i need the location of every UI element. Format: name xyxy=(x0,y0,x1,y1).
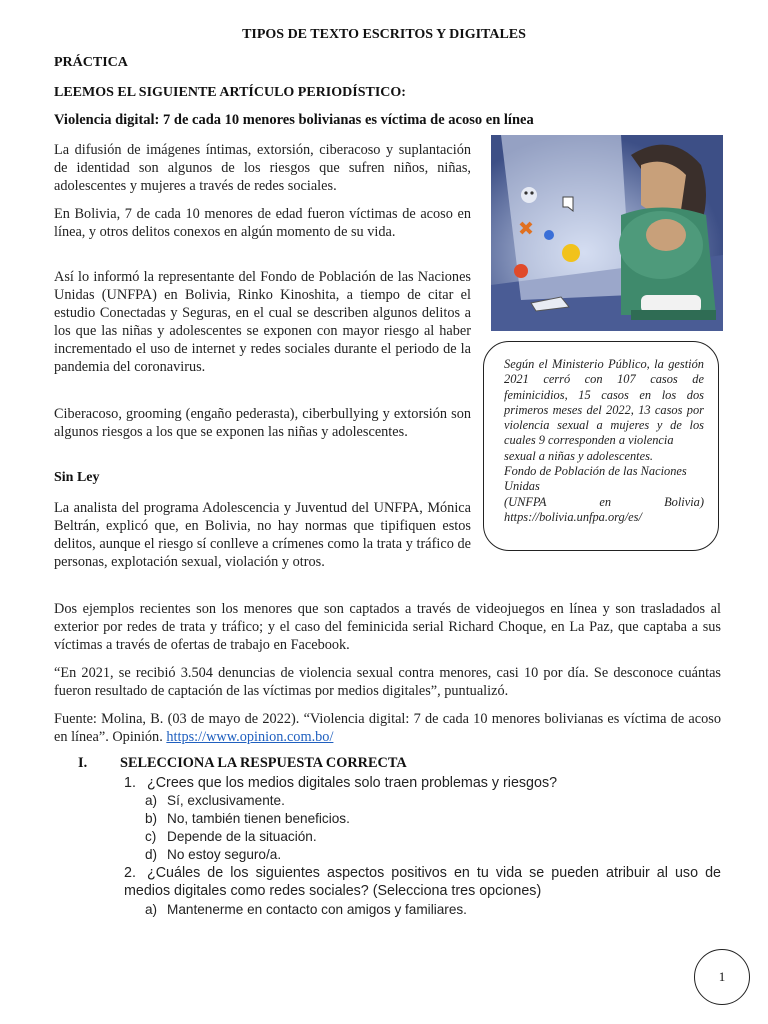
question-2 xyxy=(124,864,721,900)
question-1-option-d[interactable]: d) No estoy seguro/a. xyxy=(145,847,282,862)
callout-line-3: Fondo de Población de las Naciones Unidas xyxy=(504,464,687,494)
question-1 xyxy=(124,774,557,792)
practice-heading: PRÁCTICA xyxy=(54,55,128,70)
document-title: TIPOS DE TEXTO ESCRITOS Y DIGITALES xyxy=(242,27,526,42)
source-text: Fuente: Molina, B. (03 de mayo de 2022). “Violencia digital: 7 de cada 10 menores bolivianas es víctima de acoso en línea”. Opinión. xyxy=(54,711,721,745)
callout-line-4a: (UNFPA xyxy=(504,494,547,509)
callout-line-4b: en xyxy=(599,494,612,509)
sad-girl-illustration xyxy=(491,135,723,331)
article-subheading: Sin Ley xyxy=(54,470,100,485)
article-illustration xyxy=(491,135,723,331)
section-number: I. xyxy=(78,755,88,771)
question-2-number: 2. xyxy=(124,865,136,881)
article-paragraph-7: “En 2021, se recibió 3.504 denuncias de violencia sexual contra menores, casi 10 por día. Se desconoce cuántas fueron resultado de captación de las víctimas por medios digitales”, puntualizó. xyxy=(54,665,721,699)
article-source xyxy=(54,710,721,746)
read-heading: LEEMOS EL SIGUIENTE ARTÍCULO PERIODÍSTICO: xyxy=(54,85,406,100)
callout-line-2: sexual a niñas y adolescentes. xyxy=(504,448,653,463)
callout-text: Según el Ministerio Público, la gestión 2021 cerró con 107 casos de feminicidios, 15 casos en los dos primeros meses del 2022, 13 casos por violencia sexual a mujeres y de los cuales 9 corresponden a violencia xyxy=(504,357,704,448)
statistics-callout xyxy=(483,341,719,551)
article-paragraph-4: Ciberacoso, grooming (engaño pederasta), ciberbullying y extorsión son algunos riesgos a los que se exponen las niñas y adolescentes. xyxy=(54,406,471,440)
callout-url: https://bolivia.unfpa.org/es/ xyxy=(504,509,642,524)
question-2-option-a[interactable]: a) Mantenerme en contacto con amigos y familiares. xyxy=(145,902,467,917)
article-paragraph-2: En Bolivia, 7 de cada 10 menores de edad fueron víctimas de acoso en línea, y otros delitos conexos en algún momento de su vida. xyxy=(54,206,471,240)
callout-line-4 xyxy=(504,495,704,510)
section-title: SELECCIONA LA RESPUESTA CORRECTA xyxy=(120,755,407,771)
question-1-option-b[interactable]: b) No, también tienen beneficios. xyxy=(145,811,350,826)
question-1-option-c[interactable]: c) Depende de la situación. xyxy=(145,829,317,844)
article-title: Violencia digital: 7 de cada 10 menores bolivianas es víctima de acoso en línea xyxy=(54,112,534,128)
article-paragraph-6: Dos ejemplos recientes son los menores que son captados a través de videojuegos en línea y son trasladados al exterior por redes de trata y tráfico; y el caso del feminicida serial Richard Choque, en La Paz, que captaba a sus víctimas a través de ofertas de trabajo en Facebook. xyxy=(54,601,721,653)
question-1-number: 1. xyxy=(124,775,136,791)
article-paragraph-3: Así lo informó la representante del Fondo de Población de las Naciones Unidas (UNFPA) en Bolivia, Rinko Kinoshita, a tiempo de citar el estudio Conectadas y Seguras, en el cual se describen algunos delitos a los que las niñas y adolescentes se exponen con mayor riesgo al haber incrementado el uso de internet y redes sociales durante el periodo de la pandemia del coronavirus. xyxy=(54,269,471,375)
page-number: 1 xyxy=(694,949,750,1005)
section-heading xyxy=(78,755,407,772)
question-1-text: ¿Crees que los medios digitales solo traen problemas y riesgos? xyxy=(147,775,558,791)
callout-line-4c: Bolivia) xyxy=(664,494,704,509)
question-2-text: ¿Cuáles de los siguientes aspectos positivos en tu vida se pueden atribuir al uso de medios digitales como redes sociales? (Selecciona tres opciones) xyxy=(124,865,721,899)
article-paragraph-5: La analista del programa Adolescencia y Juventud del UNFPA, Mónica Beltrán, explicó que, en Bolivia, no hay normas que tipifiquen estos delitos, aunque el riesgo sí conlleve a crímenes como la trata y tráfico de personas, explotación sexual, violación y otros. xyxy=(54,500,471,570)
article-paragraph-1: La difusión de imágenes íntimas, extorsión, ciberacoso y suplantación de identidad son algunos de los riesgos que sufren niños, niñas, adolescentes y mujeres a través de redes sociales. xyxy=(54,142,471,194)
question-1-option-a[interactable]: a) Sí, exclusivamente. xyxy=(145,793,285,808)
source-link[interactable]: https://www.opinion.com.bo/ xyxy=(166,729,334,745)
